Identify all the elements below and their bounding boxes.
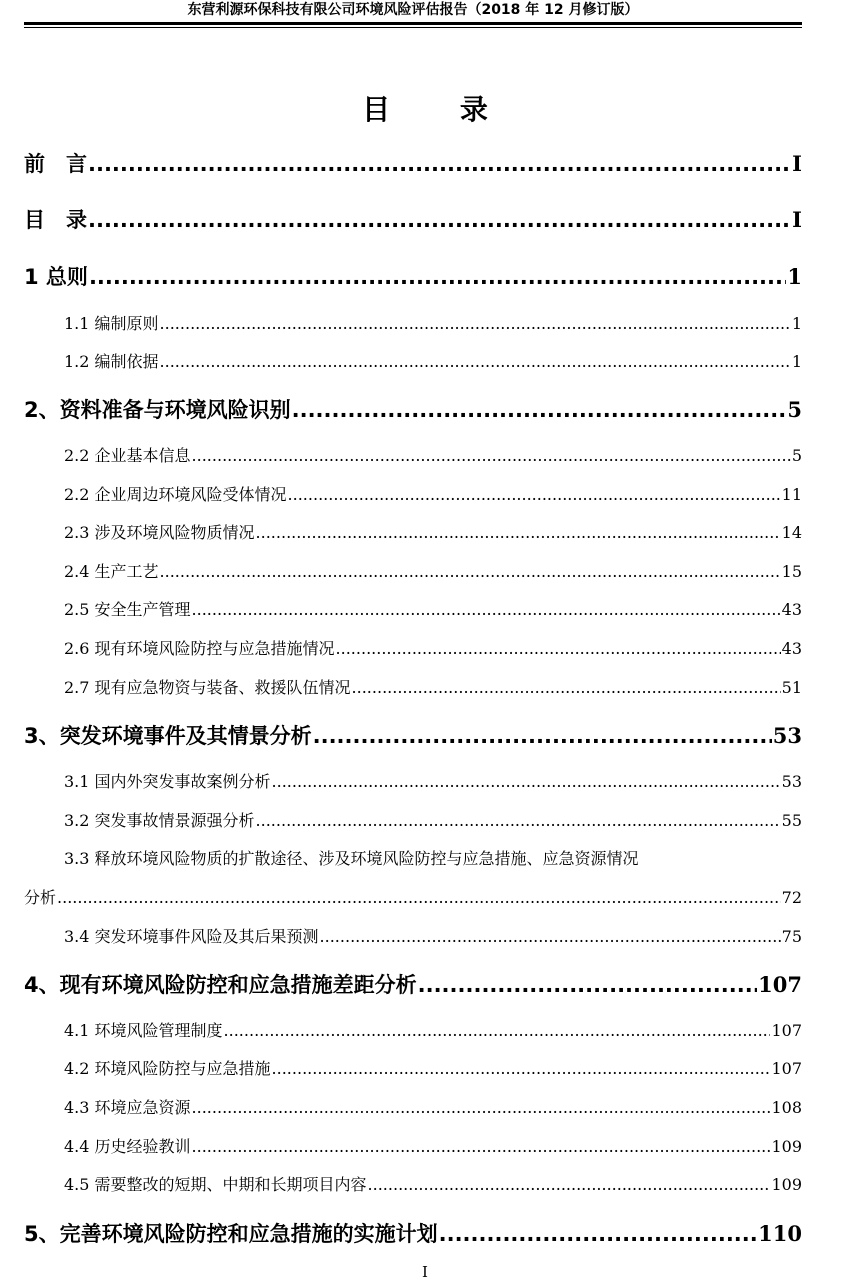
toc-entry-3-4[interactable] — [64, 924, 802, 947]
toc-entry-4-5[interactable] — [64, 1172, 802, 1195]
toc-entry-1-2[interactable] — [64, 349, 802, 372]
toc-entry-page: 108 — [771, 1098, 802, 1117]
dot-leader — [313, 724, 772, 748]
dot-leader — [292, 398, 787, 422]
toc-entry-chapter-5[interactable] — [24, 1218, 802, 1248]
dot-leader — [89, 265, 786, 289]
dot-leader — [288, 485, 781, 504]
toc-entry-chapter-4[interactable] — [24, 969, 802, 999]
dot-leader — [256, 811, 781, 830]
toc-entry-label: 4.3 环境应急资源 — [64, 1098, 191, 1117]
header-rule — [24, 22, 802, 28]
toc-entry-label: 3、突发环境事件及其情景分析 — [24, 724, 312, 748]
toc-entry-label: 3.1 国内外突发事故案例分析 — [64, 772, 271, 791]
toc-entry-label: 4.4 历史经验教训 — [64, 1137, 191, 1156]
dot-leader — [272, 772, 781, 791]
dot-leader — [160, 352, 791, 371]
dot-leader — [224, 1021, 771, 1040]
dot-leader — [272, 1059, 771, 1078]
dot-leader — [320, 927, 781, 946]
toc-entry-label: 2.5 安全生产管理 — [64, 600, 191, 619]
toc-entry-label: 2.7 现有应急物资与装备、救援队伍情况 — [64, 678, 351, 697]
toc-entry-page: 53 — [781, 772, 802, 791]
toc-entry-4-1[interactable] — [64, 1018, 802, 1041]
toc-entry-label: 2、资料准备与环境风险识别 — [24, 398, 291, 422]
dot-leader — [192, 1098, 771, 1117]
dot-leader — [160, 314, 791, 333]
toc-entry-label: 3.2 突发事故情景源强分析 — [64, 811, 255, 830]
toc-entry-label: 前 言 — [24, 152, 87, 176]
toc-entry-3-3-line1[interactable]: 3.3 释放环境风险物质的扩散途径、涉及环境风险防控与应急措施、应急资源情况 — [64, 849, 639, 868]
toc-entry-2-7[interactable] — [64, 675, 802, 698]
toc-entry-label: 3.4 突发环境事件风险及其后果预测 — [64, 927, 319, 946]
dot-leader — [57, 888, 781, 907]
toc-entry-page: 1 — [787, 264, 802, 289]
toc-entry-page: 11 — [781, 485, 802, 504]
dot-leader — [88, 152, 791, 176]
toc-entry-chapter-2[interactable] — [24, 394, 802, 424]
toc-entry-label: 4.2 环境风险防控与应急措施 — [64, 1059, 271, 1078]
toc-entry-contents[interactable] — [24, 204, 802, 234]
toc-entry-page: 51 — [781, 678, 802, 697]
toc-entry-page: 107 — [771, 1059, 802, 1078]
toc-entry-page: 107 — [771, 1021, 802, 1040]
dot-leader — [439, 1222, 758, 1246]
toc-entry-4-3[interactable] — [64, 1095, 802, 1118]
toc-entry-page: 43 — [781, 600, 802, 619]
toc-entry-page: 53 — [772, 723, 802, 748]
toc-entry-2-3[interactable] — [64, 520, 802, 543]
toc-entry-label: 5、完善环境风险防控和应急措施的实施计划 — [24, 1222, 438, 1246]
dot-leader — [336, 639, 781, 658]
toc-entry-2-5[interactable] — [64, 597, 802, 620]
toc-entry-page: 55 — [781, 811, 802, 830]
toc-entry-page: 107 — [758, 972, 802, 997]
toc-entry-label: 分析 — [24, 888, 57, 907]
toc-entry-page: 72 — [781, 888, 802, 907]
dot-leader — [352, 678, 781, 697]
dot-leader — [88, 208, 791, 232]
toc-entry-page: 1 — [791, 352, 802, 371]
toc-entry-page: 14 — [781, 523, 802, 542]
toc-entry-page: 5 — [787, 397, 802, 422]
toc-entry-label: 2.2 企业基本信息 — [64, 446, 191, 465]
toc-entry-page: 109 — [771, 1137, 802, 1156]
toc-entry-label: 1.1 编制原则 — [64, 314, 159, 333]
toc-entry-page: 109 — [771, 1175, 802, 1194]
toc-entry-2-4[interactable] — [64, 559, 802, 582]
toc-entry-label: 4、现有环境风险防控和应急措施差距分析 — [24, 973, 417, 997]
toc-entry-page: 110 — [758, 1221, 802, 1246]
toc-entry-3-2[interactable] — [64, 808, 802, 831]
toc-entry-1-1[interactable] — [64, 311, 802, 334]
toc-entry-page: 75 — [781, 927, 802, 946]
toc-entry-label: 目 录 — [24, 208, 87, 232]
dot-leader — [160, 562, 781, 581]
toc-entry-3-1[interactable] — [64, 769, 802, 792]
toc-entry-preface[interactable] — [24, 148, 802, 178]
toc-entry-4-4[interactable] — [64, 1134, 802, 1157]
toc-entry-2-2b[interactable] — [64, 482, 802, 505]
toc-entry-chapter-3[interactable] — [24, 720, 802, 750]
running-header: 东营利源环保科技有限公司环境风险评估报告（2018 年 12 月修订版） — [187, 2, 639, 18]
toc-entry-label: 2.3 涉及环境风险物质情况 — [64, 523, 255, 542]
dot-leader — [368, 1175, 771, 1194]
toc-entry-label: 4.1 环境风险管理制度 — [64, 1021, 223, 1040]
toc-entry-3-3-line2[interactable] — [24, 885, 802, 908]
toc-entry-page: 43 — [781, 639, 802, 658]
toc-title: 目 录 — [362, 93, 518, 126]
toc-entry-label: 2.2 企业周边环境风险受体情况 — [64, 485, 287, 504]
toc-entry-page: 15 — [781, 562, 802, 581]
toc-entry-label: 1 总则 — [24, 265, 88, 289]
footer-page-number: I — [422, 1263, 428, 1281]
dot-leader — [418, 973, 758, 997]
toc-entry-label: 4.5 需要整改的短期、中期和长期项目内容 — [64, 1175, 367, 1194]
dot-leader — [192, 600, 781, 619]
toc-entry-label: 1.2 编制依据 — [64, 352, 159, 371]
toc-entry-page: I — [792, 207, 802, 232]
toc-entry-4-2[interactable] — [64, 1056, 802, 1079]
dot-leader — [192, 1137, 771, 1156]
dot-leader — [256, 523, 781, 542]
toc-entry-page: 5 — [791, 446, 802, 465]
toc-entry-2-6[interactable] — [64, 636, 802, 659]
toc-entry-label: 2.4 生产工艺 — [64, 562, 159, 581]
toc-entry-page: 1 — [791, 314, 802, 333]
toc-entry-label: 2.6 现有环境风险防控与应急措施情况 — [64, 639, 335, 658]
toc-entry-chapter-1[interactable] — [24, 261, 802, 291]
dot-leader — [192, 446, 791, 465]
toc-entry-2-2a[interactable] — [64, 443, 802, 466]
toc-entry-page: I — [792, 151, 802, 176]
